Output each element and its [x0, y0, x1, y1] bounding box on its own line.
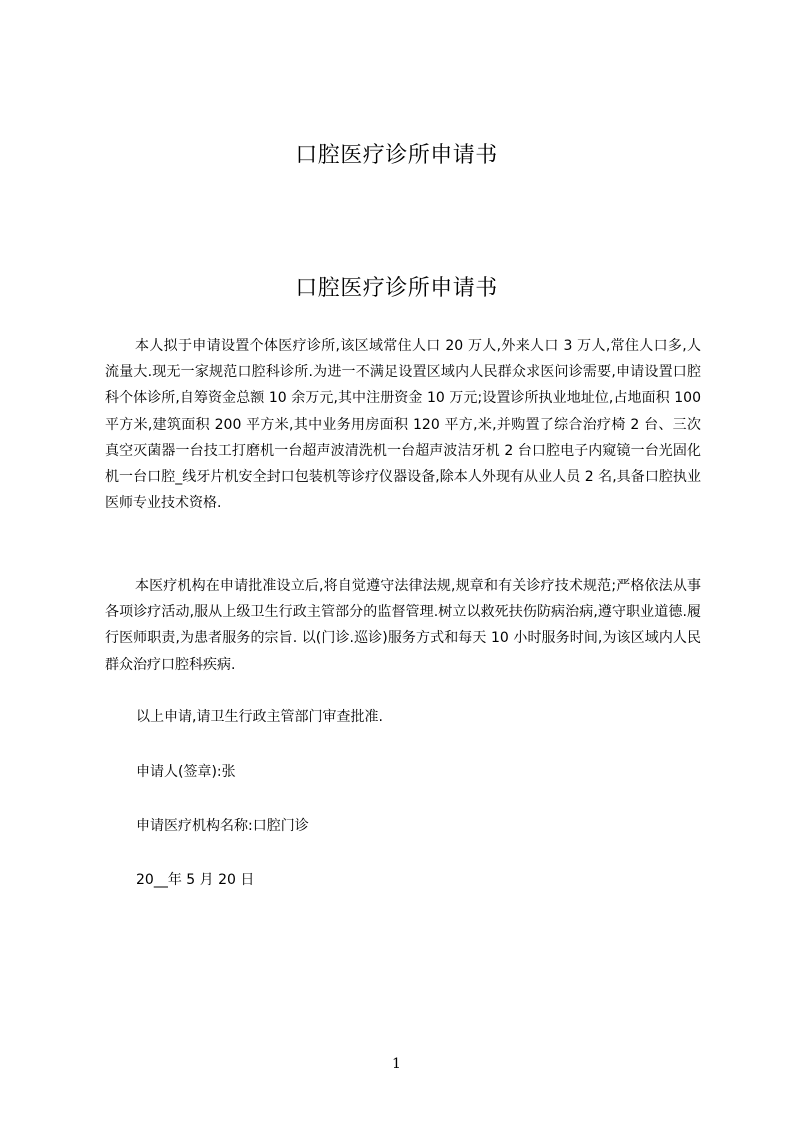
date-line: 20__年 5 月 20 日: [136, 872, 255, 888]
applicant-signature-line: 申请人(签章):张: [136, 764, 236, 780]
paragraph-commitment: 本医疗机构在申请批准设立后,将自觉遵守法律法规,规章和有关诊疗技术规范;严格依法从事各项诊疗活动,服从上级卫生行政主管部分的监督管理.树立以救死扶伤防病治病,遵守职业道德.履行医师职责,为患者服务的宗旨. 以(门诊.巡诊)服务方式和每天 10 小时服务时间,为该区域内人民群众治疗口腔科疾病.: [105, 578, 701, 673]
page-number: 1: [392, 1056, 401, 1072]
header-title: 口腔医疗诊所申请书: [295, 143, 498, 168]
institution-name-line: 申请医疗机构名称:口腔门诊: [136, 818, 309, 834]
document-title: 口腔医疗诊所申请书: [295, 276, 498, 301]
request-line: 以上申请,请卫生行政主管部门审查批准.: [136, 709, 383, 725]
paragraph-application-details: 本人拟于申请设置个体医疗诊所,该区域常住人口 20 万人,外来人口 3 万人,常住人口多,人流量大.现无一家规范口腔科诊所.为进一不满足设置区域内人民群众求医问诊需要,申请设置口腔科个体诊所,自筹资金总额 10 余万元,其中注册资金 10 万元;设置诊所执业地址位,占地面积 100 平方米,建筑面积 200 平方米,其中业务用房面积 120 平方,米,并购置了综合治疗椅 2 台、三次真空灭菌器一台技工打磨机一台超声波清洗机一台超声波洁牙机 2 台口腔电子内窥镜一台光固化机一台口腔_线牙片机安全封口包装机等诊疗仪器设备,除本人外现有从业人员 2 名,具备口腔执业医师专业技术资格.: [105, 338, 701, 512]
